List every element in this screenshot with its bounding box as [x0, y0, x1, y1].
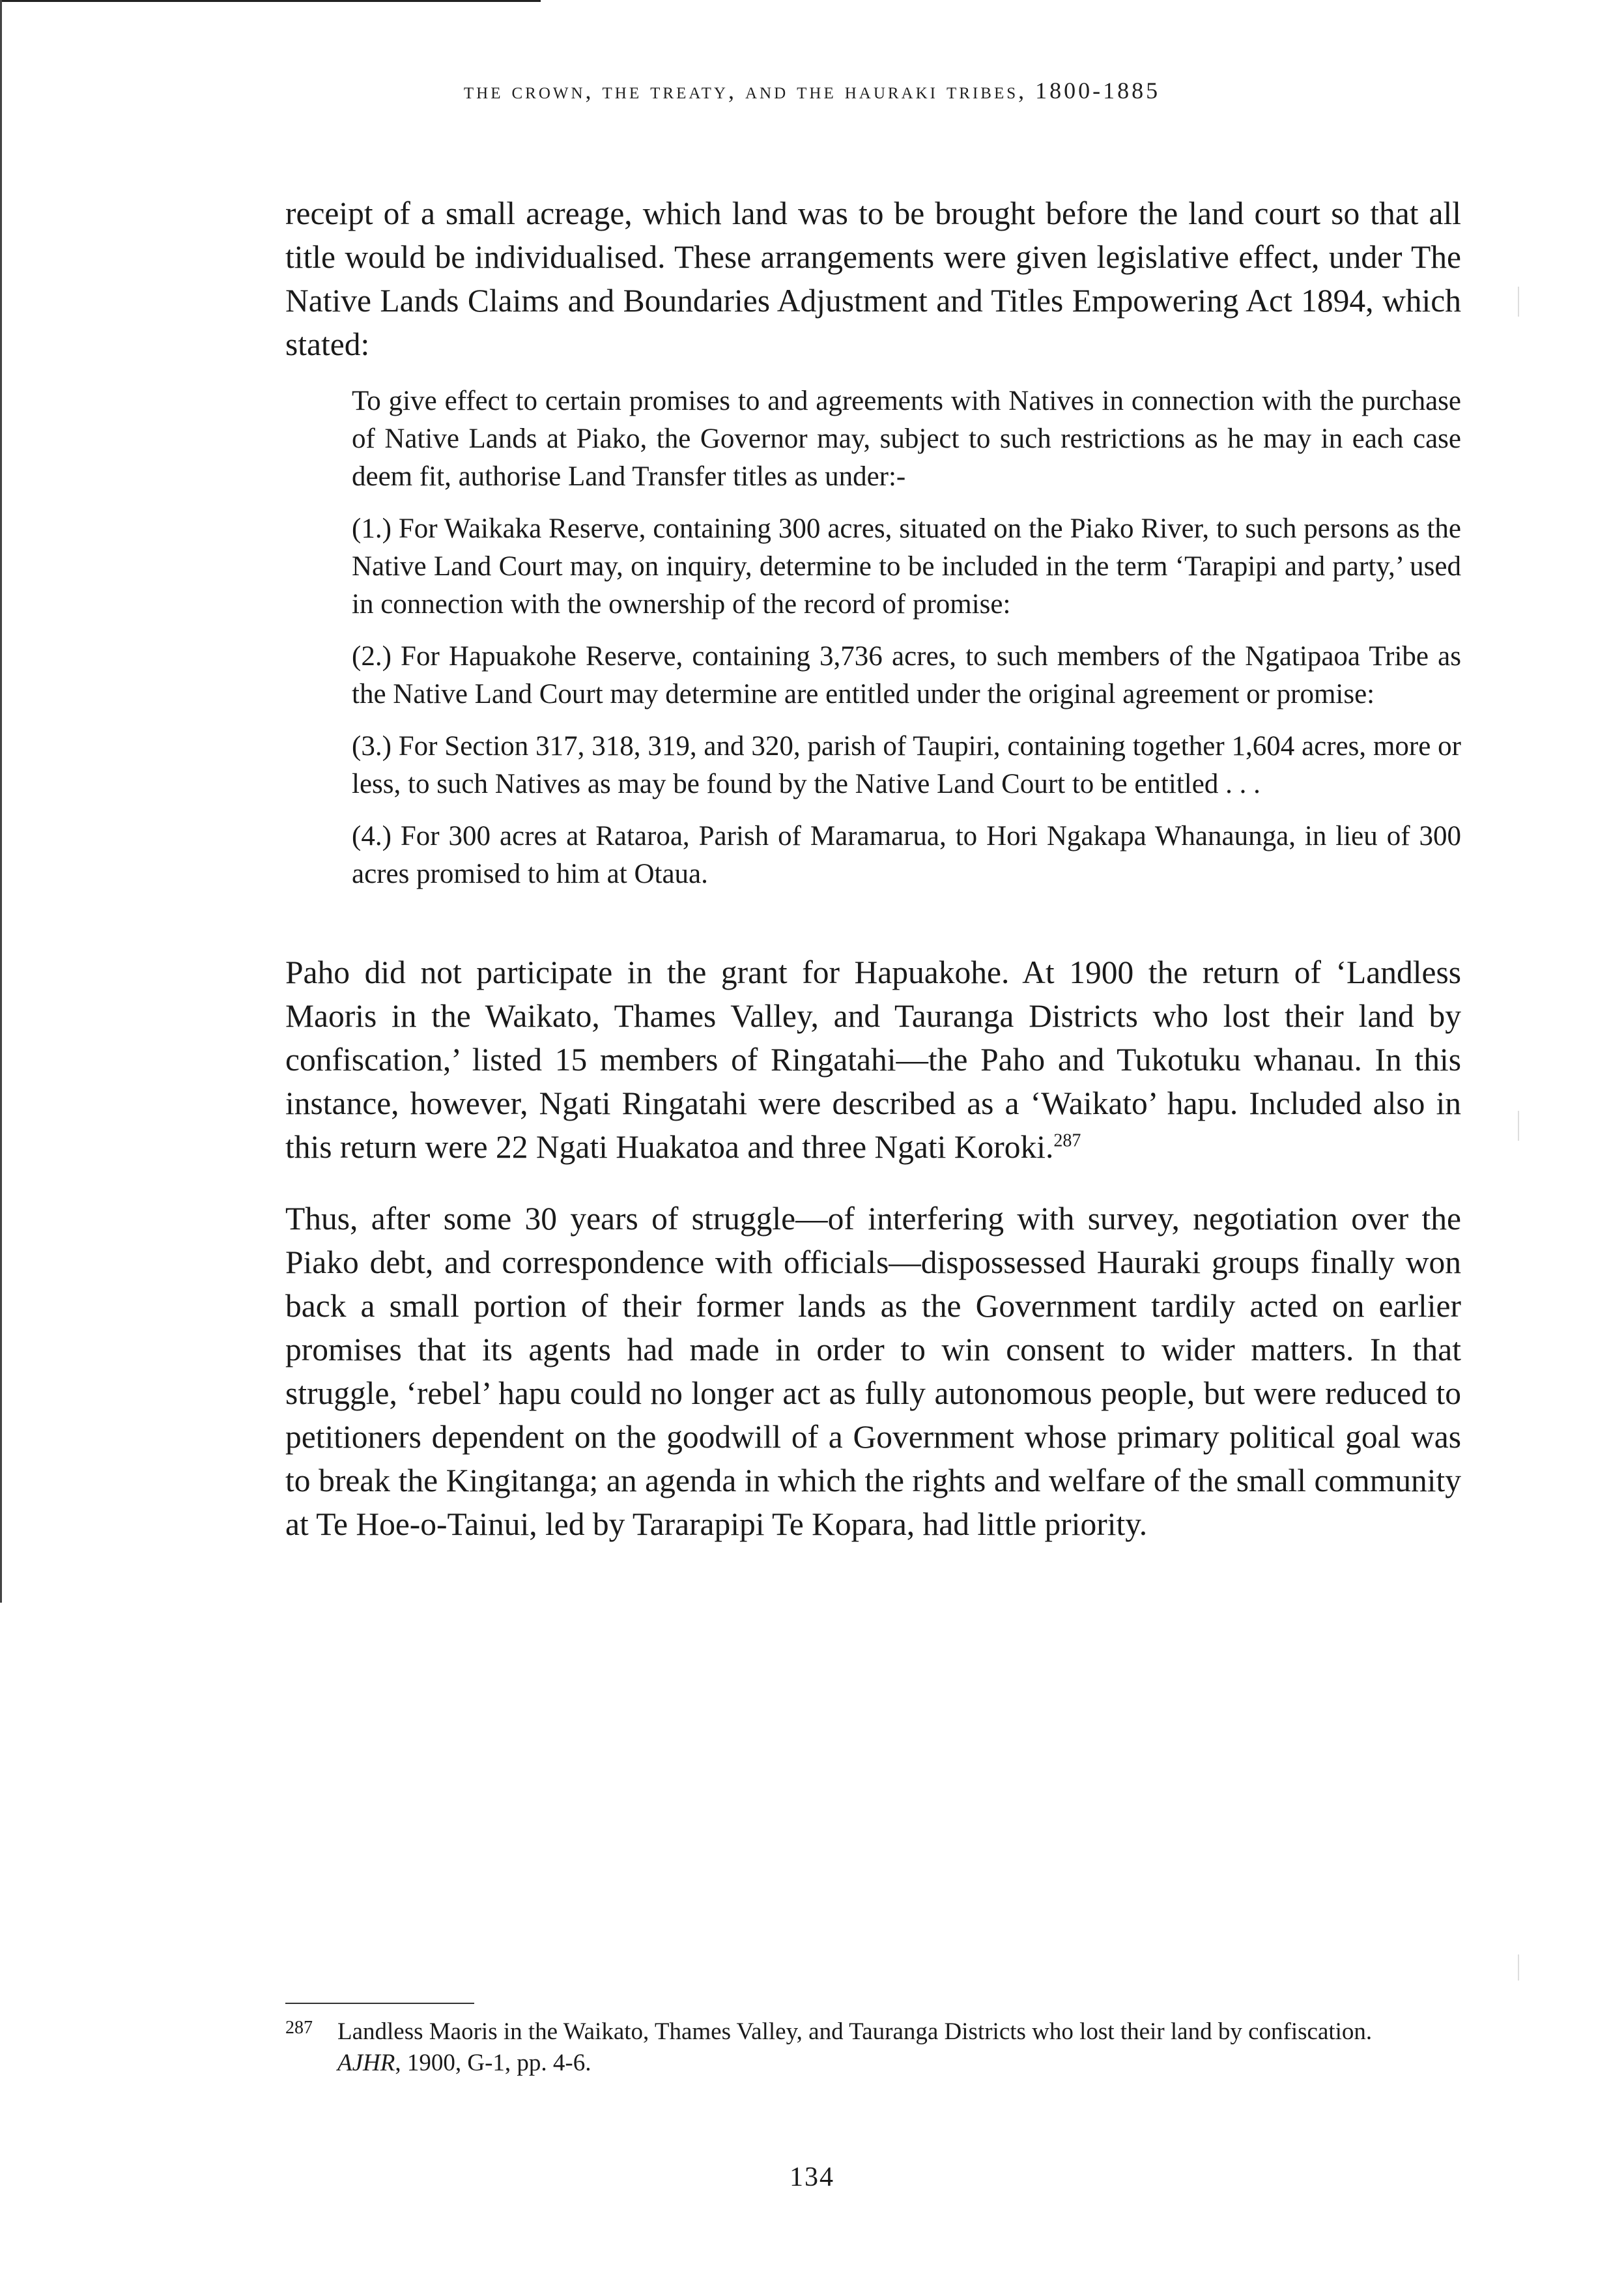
paragraph-3: Thus, after some 30 years of struggle—of interfering with survey, negotiation over the Piako debt, and correspondence with officials—dispossessed Hauraki groups finally won back a small portion of their former lands as the Government tardily acted on earlier promises that its agents had made in order to win consent to wider matters. In that struggle, ‘rebel’ hapu could no longer act as fully autonomous people, but were reduced to petitioners dependent on the goodwill of a Government whose primary political goal was to break the Kingitanga; an agenda in which the rights and welfare of the small community at Te Hoe-o-Tainui, led by Tararapipi Te Kopara, had little priority.: [285, 1201, 1461, 1542]
running-head: the crown, the treaty, and the hauraki tribes, 1800-1885: [463, 78, 1161, 104]
paragraph-2: [285, 951, 1461, 1169]
block-quote: [352, 382, 1461, 908]
quote-intro: To give effect to certain promises to and agreements with Natives in connection with the purchase of Native Lands at Piako, the Governor may, subject to such restrictions as he may in each case deem fit, authorise Land Transfer titles as under:-: [352, 386, 1461, 492]
scan-margin-mark: [1518, 1111, 1519, 1141]
footnote-divider: [285, 2003, 474, 2004]
footnote-number: 287: [285, 2018, 313, 2038]
paragraph-2-text: Paho did not participate in the grant for Hapuakohe. At 1900 the return of ‘Landless Maoris in the Waikato, Thames Valley, and Tauranga Districts who lost their land by confiscation,’ listed 15 members of Ringatahi—the Paho and Tukotuku whanau. In this instance, however, Ngati Ringatahi were described as a ‘Waikato’ hapu. Included also in this return were 22 Ngati Huakatoa and three Ngati Koroki.: [285, 954, 1461, 1165]
footnote-body: Landless Maoris in the Waikato, Thames Valley, and Tauranga Districts who lost their land by confiscation.: [337, 2018, 1373, 2045]
scan-margin-mark: [1518, 287, 1519, 317]
page-number: 134: [790, 2162, 834, 2192]
quote-item-2: (2.) For Hapuakohe Reserve, containing 3,736 acres, to such members of the Ngatipaoa Tribe as the Native Land Court may determine are entitled under the original agreement or promise:: [352, 641, 1461, 709]
scan-edge-top: [0, 0, 541, 2]
paragraph-1: receipt of a small acreage, which land was to be brought before the land court so that all title would be individualised. These arrangements were given legislative effect, under The Native Lands Claims and Boundaries Adjustment and Titles Empowering Act 1894, which stated:: [285, 195, 1461, 362]
scan-edge-left: [0, 0, 2, 1603]
quote-item-4: (4.) For 300 acres at Rataroa, Parish of Maramarua, to Hori Ngakapa Whanaunga, in lieu of 300 acres promised to him at Otaua.: [352, 821, 1461, 889]
footnote-287: [285, 2016, 1393, 2079]
scan-margin-mark: [1518, 1954, 1519, 1981]
quote-item-3: (3.) For Section 317, 318, 319, and 320, parish of Taupiri, containing together 1,604 acres, more or less, to such Natives as may be found by the Native Land Court to be entitled . . .: [352, 731, 1461, 799]
footnote-ref-287[interactable]: 287: [1053, 1130, 1081, 1151]
footnote-text: [337, 2016, 1393, 2079]
quote-item-1: (1.) For Waikaka Reserve, containing 300 acres, situated on the Piako River, to such persons as the Native Land Court may, on inquiry, determine to be included in the term ‘Tarapipi and party,’ used in connection with the ownership of the record of promise:: [352, 513, 1461, 620]
footnote-source-details: , 1900, G-1, pp. 4-6.: [395, 2050, 591, 2076]
footnote-source-title: AJHR: [337, 2050, 395, 2076]
